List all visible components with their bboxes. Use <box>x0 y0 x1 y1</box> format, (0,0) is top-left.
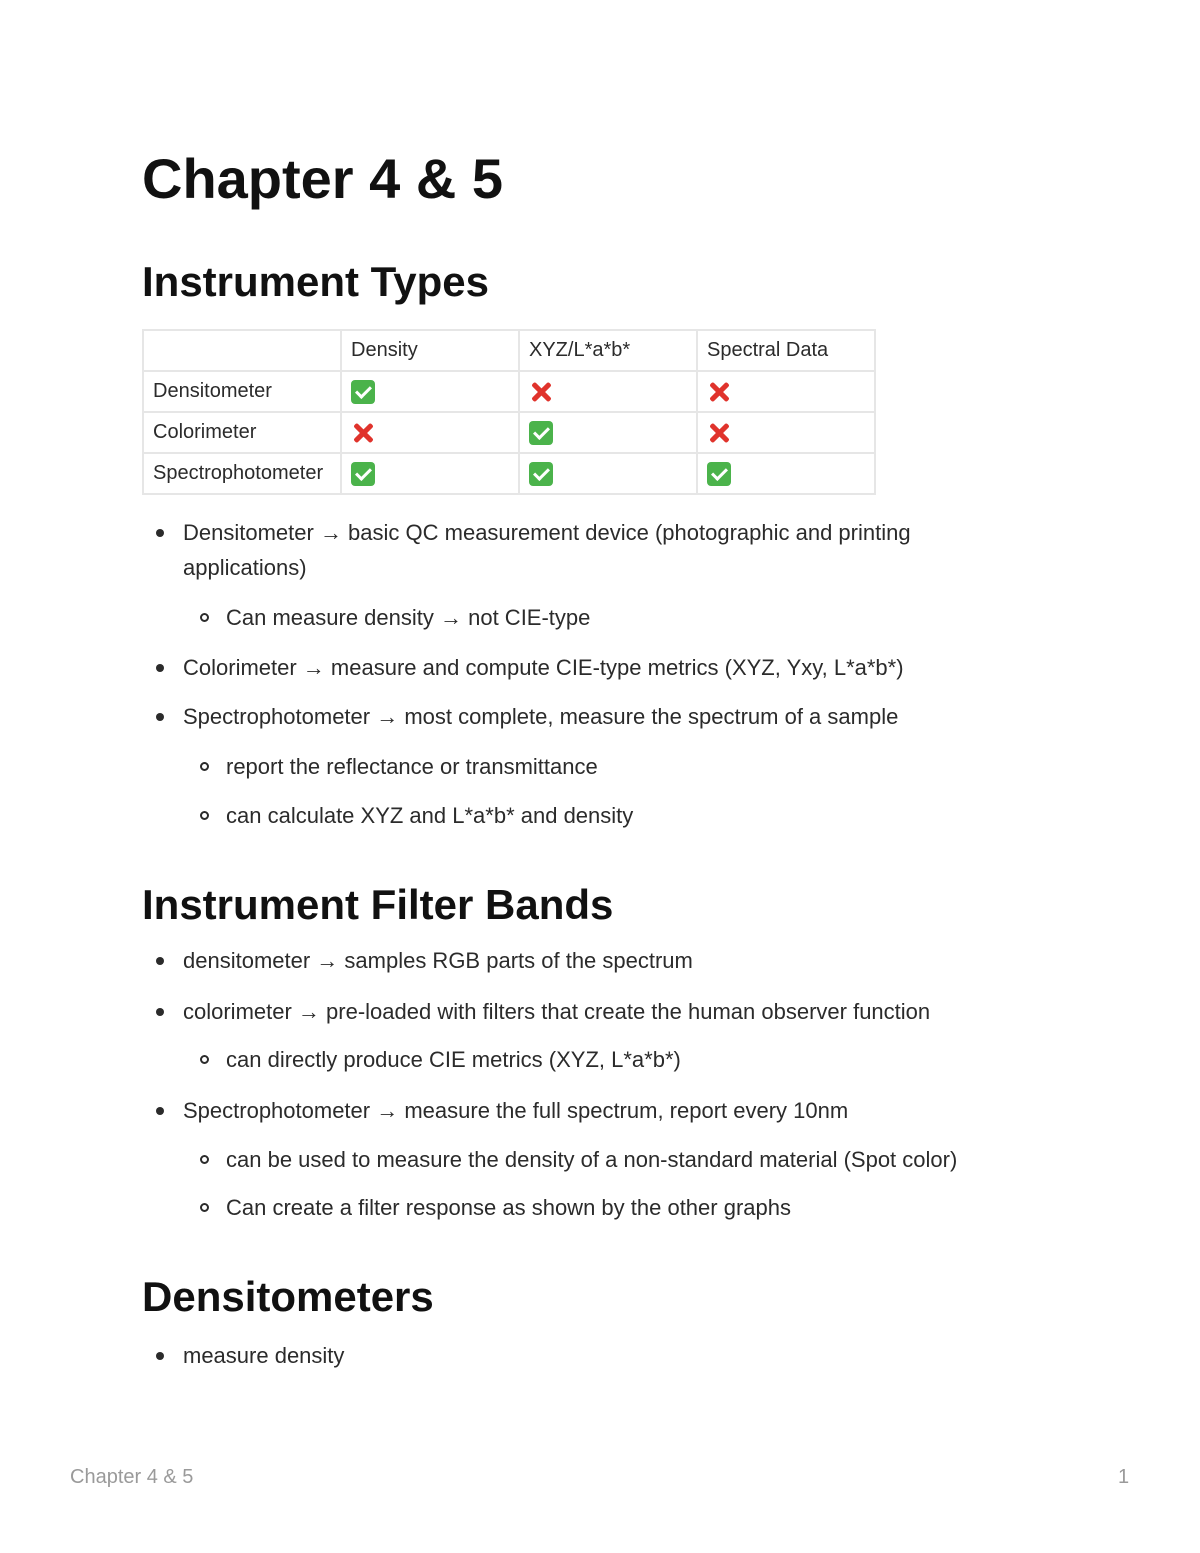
bullet-icon <box>156 529 164 537</box>
sub-bullet-icon <box>200 1203 209 1212</box>
bullet-icon <box>156 957 164 965</box>
cell-mark <box>697 371 875 412</box>
table-row <box>143 412 875 453</box>
cell-mark <box>697 453 875 494</box>
list-item: measure density <box>183 1338 983 1373</box>
check-mark-icon <box>529 462 553 486</box>
footer-title: Chapter 4 & 5 <box>70 1466 194 1488</box>
cell-mark <box>341 453 519 494</box>
cell-mark <box>341 412 519 453</box>
sub-bullet-icon <box>200 1155 209 1164</box>
table-header-cell: XYZ/L*a*b* <box>519 330 697 371</box>
cross-mark-icon <box>529 380 553 404</box>
row-label: Colorimeter <box>143 412 341 453</box>
sub-bullet-icon <box>200 613 209 622</box>
sub-bullet-icon <box>200 1055 209 1064</box>
list-item: colorimeter → pre-loaded with filters that create the human observer function <box>183 994 983 1029</box>
heading-instrument-filter-bands: Instrument Filter Bands <box>142 881 614 928</box>
cross-mark-icon <box>707 421 731 445</box>
table-header-cell: Spectral Data <box>697 330 875 371</box>
row-label: Spectrophotometer <box>143 453 341 494</box>
heading-instrument-types: Instrument Types <box>142 258 489 305</box>
cross-mark-icon <box>351 421 375 445</box>
cross-mark-icon <box>707 380 731 404</box>
list-item: Can measure density → not CIE-type <box>226 600 1026 635</box>
page-title: Chapter 4 & 5 <box>142 147 503 210</box>
bullet-icon <box>156 1107 164 1115</box>
list-item: can be used to measure the density of a non-standard material (Spot color) <box>226 1142 1026 1177</box>
table-header-cell: Density <box>341 330 519 371</box>
list-item: can calculate XYZ and L*a*b* and density <box>226 798 1026 833</box>
row-label: Densitometer <box>143 371 341 412</box>
sub-bullet-icon <box>200 762 209 771</box>
list-item: densitometer → samples RGB parts of the spectrum <box>183 943 983 978</box>
bullet-icon <box>156 1352 164 1360</box>
bullet-icon <box>156 1008 164 1016</box>
list-item: Densitometer → basic QC measurement device (photographic and printing applications) <box>183 515 983 585</box>
bullet-icon <box>156 713 164 721</box>
list-item: Spectrophotometer → measure the full spectrum, report every 10nm <box>183 1093 983 1128</box>
cell-mark <box>697 412 875 453</box>
list-item: report the reflectance or transmittance <box>226 749 1026 784</box>
cell-mark <box>519 412 697 453</box>
list-item: Can create a filter response as shown by the other graphs <box>226 1190 1026 1225</box>
table-header-row <box>143 330 875 371</box>
list-item: can directly produce CIE metrics (XYZ, L*a*b*) <box>226 1042 1026 1077</box>
cell-mark <box>341 371 519 412</box>
cell-mark <box>519 453 697 494</box>
heading-densitometers: Densitometers <box>142 1273 434 1320</box>
page-number: 1 <box>1118 1466 1130 1488</box>
table-row <box>143 371 875 412</box>
table-row <box>143 453 875 494</box>
cell-mark <box>519 371 697 412</box>
instrument-types-table <box>142 329 876 495</box>
bullet-icon <box>156 664 164 672</box>
check-mark-icon <box>707 462 731 486</box>
check-mark-icon <box>529 421 553 445</box>
list-item: Spectrophotometer → most complete, measure the spectrum of a sample <box>183 699 983 734</box>
sub-bullet-icon <box>200 811 209 820</box>
table-header-cell <box>143 330 341 371</box>
check-mark-icon <box>351 380 375 404</box>
check-mark-icon <box>351 462 375 486</box>
list-item: Colorimeter → measure and compute CIE-type metrics (XYZ, Yxy, L*a*b*) <box>183 650 983 685</box>
